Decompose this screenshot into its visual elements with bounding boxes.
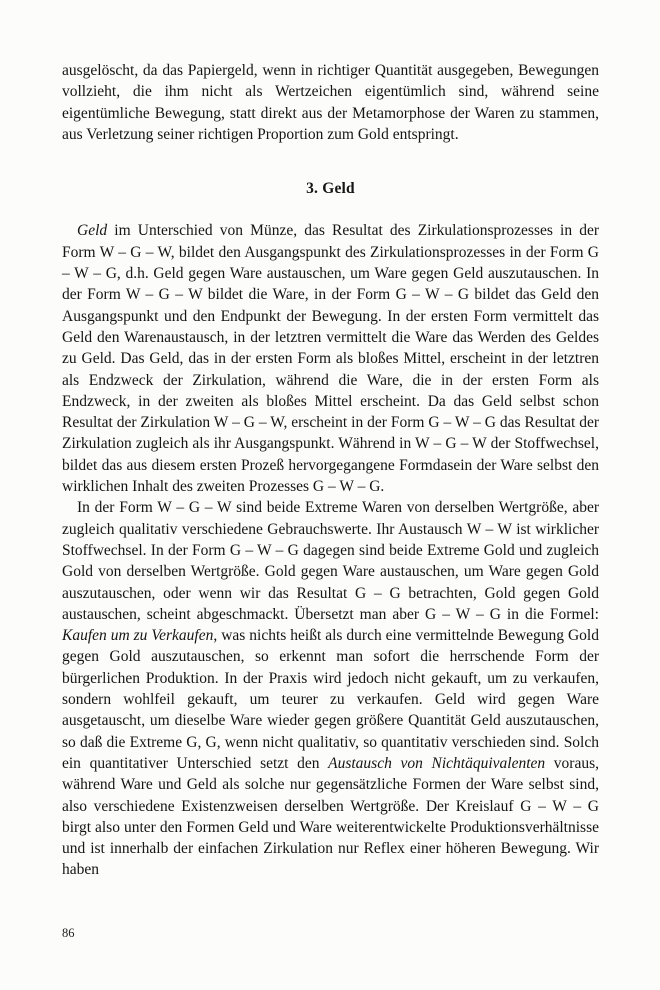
italic-text: Geld [77,222,108,240]
body-text: im Unterschied von Münze, das Resultat des Zirkulationsprozesses in der Form W – G – W, bildet den Ausgangspunkt des Zirkulationsprozesses in der Form G – W – G, d.h. Geld gegen Ware austauschen, um Ware gegen Geld auszutauschen. In der Form W – G – W bildet die Ware, in der Form G – W – G bildet das Geld den Ausgangspunkt und den Endpunkt der Bewegung. In der ersten Form vermittelt das Geld den Warenaustausch, in der letztren vermittelt die Ware das Werden des Geldes zu Geld. Das Geld, das in der ersten Form als bloßes Mittel, erscheint in der letztren als Endzweck der Zirkulation, während die Ware, die in der ersten Form als Endzweck, in der zweiten als bloßes Mittel erscheint. Da das Geld selbst schon Resultat der Zirkulation W – G – W, erscheint in der Form G – W – G das Resultat der Zirkulation zugleich als ihr Ausgangspunkt. Während in W – G – W der Stoffwechsel, bildet das aus diesem ersten Prozeß hervorgegangene Formdasein der Ware selbst den wirklichen Inhalt des zweiten Prozesses G – W – G. [62,222,599,496]
body-text: , was nichts heißt als durch eine vermittelnde Bewegung Gold gegen Gold auszutauschen, so erkennt man sofort die herrschende Form der bürgerlichen Produktion. In der Praxis wird jedoch nicht gekauft, um zu verkaufen, sondern wohlfeil gekauft, um teurer zu verkaufen. Geld wird gegen Ware ausgetauscht, um dieselbe Ware wieder gegen größere Quantität Geld auszutauschen, so daß die Extreme G, G, wenn nicht qualitativ, so quantitativ verschieden sind. Solch ein quantitativer Unterschied setzt den [62,627,599,772]
text-block [62,60,599,881]
body-text: In der Form W – G – W sind beide Extreme Waren von derselben Wertgröße, aber zugleich qualitativ verschiedene Gebrauchswerte. Ihr Austausch W – W ist wirklicher Stoffwechsel. In der Form G – W – G dagegen sind beide Extreme Gold und zugleich Gold von derselben Wertgröße. Gold gegen Ware austauschen, um Ware gegen Gold auszutauschen, oder wenn wir das Resultat G – G betrachten, Gold gegen Gold austauschen, scheint abgeschmackt. Übersetzt man aber G – W – G in die Formel: [62,499,599,623]
body-text: ausgelöscht, da das Papiergeld, wenn in richtiger Quantität ausgegeben, Bewegungen vollzieht, die ihm nicht als Wertzeichen eigentümlich sind, während seine eigentümliche Bewegung, statt direkt aus der Metamorphose der Waren zu stammen, aus Verletzung seiner richtigen Proportion zum Gold entspringt. [62,62,599,143]
paragraph [62,60,599,145]
body-text: voraus, während Ware und Geld als solche nur gegensätzliche Formen der Ware selbst sind, also verschiedene Existenzweisen derselben Wertgröße. Der Kreislauf G – W – G birgt also unter den Formen Geld und Ware weiterentwickelte Produktionsverhältnisse und ist innerhalb der einfachen Zirkulation nur Reflex einer höheren Bewegung. Wir haben [62,754,599,879]
paragraph [62,497,599,880]
section-heading: 3. Geld [306,180,355,198]
page-number: 86 [62,926,75,940]
italic-text: Kaufen um zu Verkaufen [62,627,214,645]
paragraph [62,220,599,497]
italic-text: Austausch von Nichtäquivalenten [328,754,546,772]
